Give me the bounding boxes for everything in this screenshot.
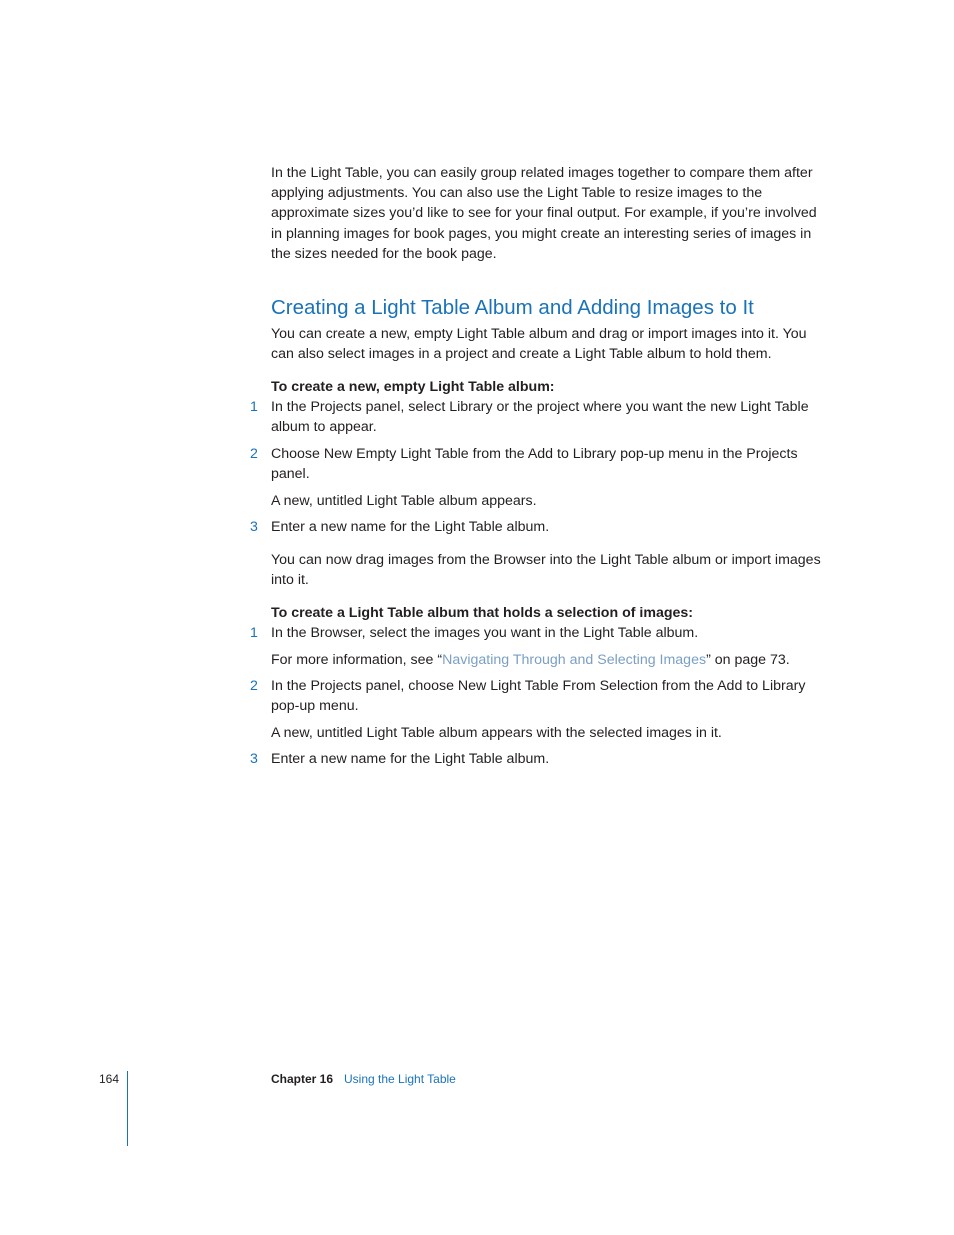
step-note: A new, untitled Light Table album appears.: [271, 493, 537, 509]
note-suffix: ” on page 73.: [706, 652, 790, 668]
footer-divider: [127, 1071, 128, 1146]
step-text: In the Projects panel, select Library or the project where you want the new Light Table album to appear.: [271, 399, 809, 436]
step-text: Enter a new name for the Light Table album.: [271, 751, 550, 767]
section-heading: Creating a Light Table Album and Adding Images to It: [271, 296, 754, 319]
page-number: 164: [99, 1072, 120, 1086]
cross-reference-link[interactable]: Navigating Through and Selecting Images: [442, 652, 707, 668]
step-text: Enter a new name for the Light Table album.: [271, 519, 550, 535]
chapter-title-link[interactable]: Using the Light Table: [344, 1072, 456, 1086]
step-number: 2: [250, 678, 258, 694]
intro-paragraph: In the Light Table, you can easily group related images together to compare them after applying adjustments. You can also use the Light Table to resize images to the approximate sizes you’d like to see for your final output. For example, if you’re involved in planning images for book pages, you might create an interesting series of images in the sizes needed for the book page.: [271, 165, 817, 262]
step-number: 3: [250, 751, 258, 767]
step-number: 2: [250, 446, 258, 462]
step-note: [271, 650, 826, 670]
note-prefix: For more information, see “: [271, 652, 443, 668]
step-number: 1: [250, 625, 258, 641]
task2-title: To create a Light Table album that holds a selection of images:: [271, 605, 694, 621]
step-number: 1: [250, 399, 258, 415]
task1-title: To create a new, empty Light Table album:: [271, 379, 555, 395]
step-text: Choose New Empty Light Table from the Add to Library pop-up menu in the Projects panel.: [271, 446, 798, 483]
section-lead: You can create a new, empty Light Table album and drag or import images into it. You can also select images in a project and create a Light Table album to hold them.: [271, 326, 807, 363]
chapter-label: Chapter 16: [271, 1072, 334, 1086]
step-text: In the Projects panel, choose New Light Table From Selection from the Add to Library pop-up menu.: [271, 678, 806, 715]
step-note: A new, untitled Light Table album appears with the selected images in it.: [271, 725, 722, 741]
step-number: 3: [250, 519, 258, 535]
step-text: In the Browser, select the images you want in the Light Table album.: [271, 625, 699, 641]
step-note: You can now drag images from the Browser into the Light Table album or import images into it.: [271, 552, 821, 589]
